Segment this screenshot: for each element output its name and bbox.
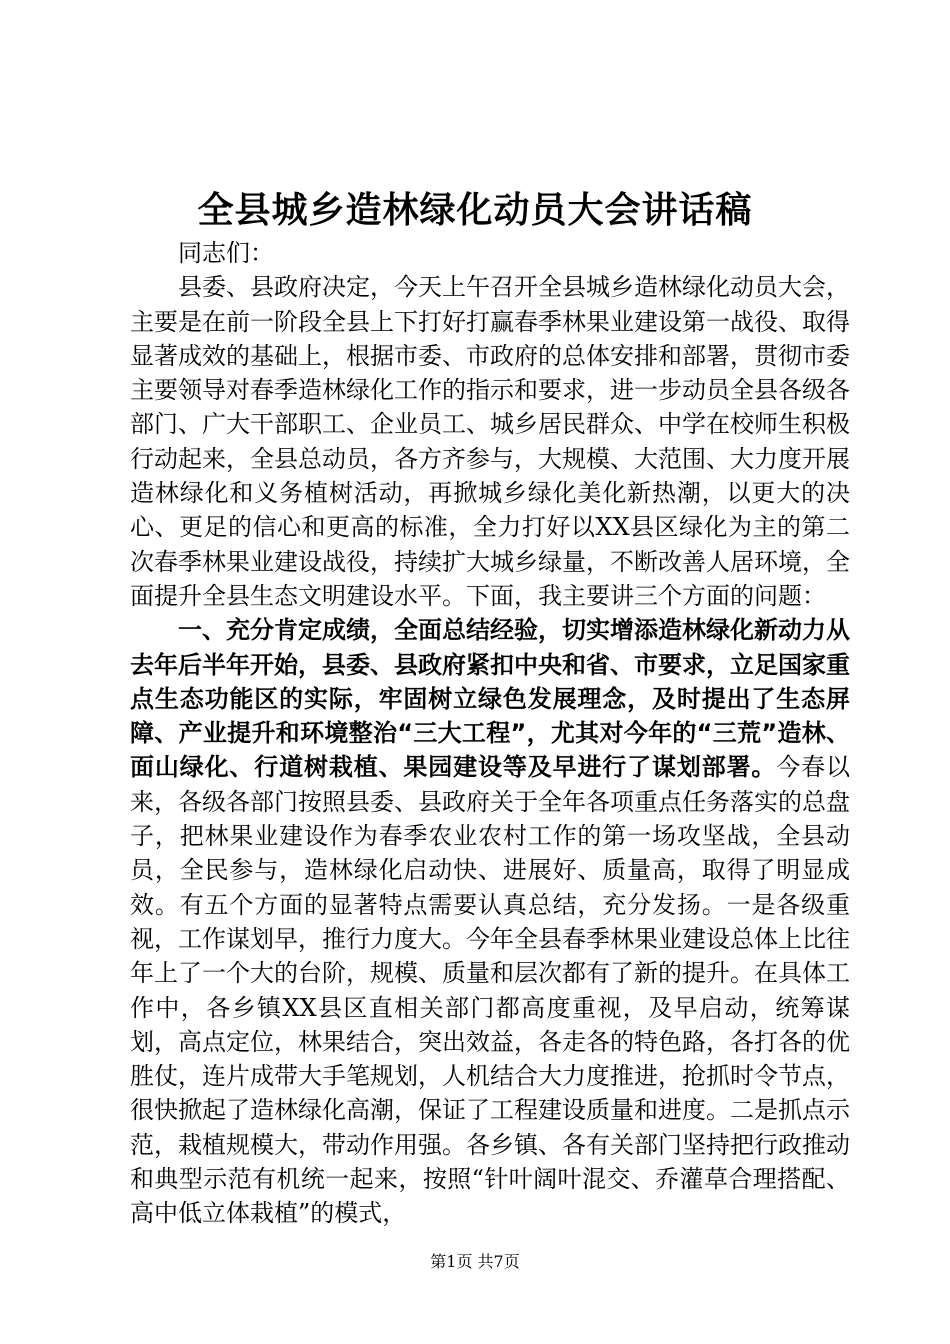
paragraph-intro: 县委、县政府决定，今天上午召开全县城乡造林绿化动员大会，主要是在前一阶段全县上下打好打赢春季林果业建设第一战役、取得显著成效的基础上，根据市委、市政府的总体安排和部署，贯彻市委主要领导对春季造林绿化工作的指示和要求，进一步动员全县各级各部门、广大干部职工、企业员工、城乡居民群众、中学在校师生积极行动起来，全县总动员，各方齐参与，大规模、大范围、大力度开展造林绿化和义务植树活动，再掀城乡绿化美化新热潮，以更大的决心、更足的信心和更高的标准，全力打好以XX县区绿化为主的第二次春季林果业建设战役，持续扩大城乡绿量，不断改善人居环境，全面提升全县生态文明建设水平。下面，我主要讲三个方面的问题： bbox=[130, 273, 850, 610]
section-one-text: 今春以来，各级各部门按照县委、县政府关于全年各项重点任务落实的总盘子，把林果业建设作为春季农业农村工作的第一场攻坚战，全县动员，全民参与，造林绿化启动快、进展好、质量高，取得了明显成效。有五个方面的显著特点需要认真总结，充分发扬。一是各级重视，工作谋划早，推行力度大。今年全县春季林果业建设总体上比往年上了一个大的台阶，规模、质量和层次都有了新的提升。在具体工作中，各乡镇XX县区直相关部门都高度重视，及早启动，统筹谋划，高点定位，林果结合，突出效益，各走各的特色路，各打各的优胜仗，连片成带大手笔规划，人机结合大力度推进，抢抓时令节点，很快掀起了造林绿化高潮，保证了工程建设质量和进度。二是抓点示范，栽植规模大，带动作用强。各乡镇、各有关部门坚持把行政推动和典型示范有机统一起来，按照“针叶阔叶混交、乔灌草合理搭配、高中低立体栽植”的模式， bbox=[130, 753, 851, 1228]
paragraph-section-one bbox=[130, 613, 850, 1230]
salutation: 同志们： bbox=[178, 239, 274, 267]
document-body bbox=[130, 236, 850, 1231]
document-title: 全县城乡造林绿化动员大会讲话稿 bbox=[197, 189, 753, 231]
section-one-heading: 一、充分肯定成绩，全面总结经验，切实增添造林绿化新动力从去年后半年开始，县委、县政府紧扣中央和省、市要求，立足国家重点生态功能区的实际，牢固树立绿色发展理念，及时提出了生态屏障、产业提升和环境整治“三大工程”，尤其对今年的“三荒”造林、面山绿化、行道树栽植、果园建设等及早进行了谋划部署。 bbox=[130, 616, 850, 782]
page-footer: 第1页 共7页 bbox=[430, 1252, 520, 1271]
